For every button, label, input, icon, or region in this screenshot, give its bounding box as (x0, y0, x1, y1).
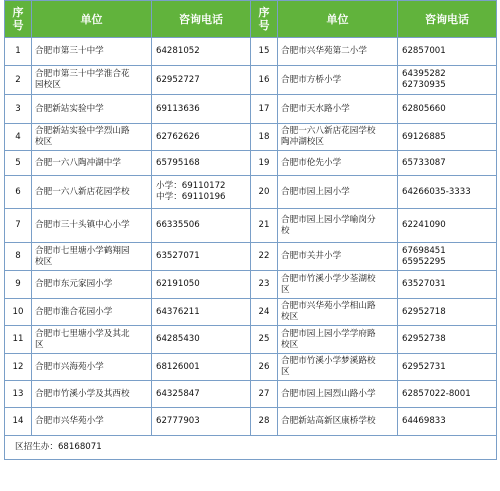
contact-phone-text: 62952718 (402, 306, 446, 317)
school-name-text: 合肥市园上园小学 (281, 186, 350, 197)
school-name (278, 299, 398, 326)
school-name-text: 合肥市淮合花园小学 (35, 306, 113, 317)
school-name (278, 209, 398, 243)
row-number-text: 12 (12, 361, 24, 372)
contact-phone-text: 63527071 (156, 251, 200, 261)
school-name (32, 299, 152, 326)
contact-phone (152, 381, 251, 408)
school-name-text: 合肥市七里塘小学鹤翔园 校区 (35, 245, 130, 267)
table-row (5, 326, 497, 354)
footer-row (5, 436, 497, 460)
school-name (278, 38, 398, 66)
contact-phone (152, 243, 251, 271)
school-name (278, 326, 398, 354)
table-row (5, 176, 497, 209)
row-number (251, 326, 278, 354)
row-number-text: 9 (15, 279, 21, 289)
contact-phone-text: 62762626 (156, 131, 200, 142)
contact-phone-text: 62952727 (156, 74, 200, 85)
row-number (5, 243, 32, 271)
row-number (251, 124, 278, 151)
contact-phone-text: 64325847 (156, 388, 200, 399)
row-number (5, 381, 32, 408)
school-name (278, 271, 398, 299)
school-name (32, 124, 152, 151)
table-row (5, 95, 497, 124)
school-name (278, 66, 398, 95)
contact-phone (398, 66, 497, 95)
school-name (278, 151, 398, 176)
row-number-text: 11 (12, 334, 24, 344)
row-number (251, 354, 278, 381)
row-number-text: 19 (258, 157, 270, 168)
school-name-text: 合肥一六八新店花园学校 陶冲湖校区 (281, 126, 376, 147)
row-number (251, 299, 278, 326)
contact-phone-text: 62952738 (402, 334, 446, 344)
row-number-text: 13 (12, 388, 24, 399)
row-number-text: 22 (258, 251, 270, 261)
row-number (251, 243, 278, 271)
contact-phone-text: 65795168 (156, 157, 200, 168)
contact-phone-text: 64376211 (156, 306, 200, 317)
table-row (5, 38, 497, 66)
contact-phone-text: 62857022-8001 (402, 388, 471, 399)
table-row (5, 151, 497, 176)
school-name-text: 合肥新站实验中学烈山路 校区 (35, 126, 130, 147)
school-name-text: 合肥新站高新区康桥学校 (281, 416, 376, 426)
table-row (5, 66, 497, 95)
row-number (5, 354, 32, 381)
row-number-text: 4 (15, 131, 21, 142)
table-row (5, 354, 497, 381)
header-unit-right: 单位 (278, 1, 398, 38)
row-number (5, 299, 32, 326)
school-name (278, 243, 398, 271)
row-number (5, 271, 32, 299)
contact-phone (398, 381, 497, 408)
school-name (32, 176, 152, 209)
row-number (251, 38, 278, 66)
contact-phone (398, 354, 497, 381)
school-name-text: 合肥市兴华苑第二小学 (281, 46, 367, 56)
contact-phone-text: 66335506 (156, 220, 200, 230)
row-number-text: 16 (258, 74, 270, 85)
row-number (5, 95, 32, 124)
contact-phone (152, 326, 251, 354)
school-name (32, 66, 152, 95)
school-name-text: 合肥一六八新店花园学校 (35, 186, 130, 197)
school-name-text: 合肥市七里塘小学及其北 区 (35, 328, 130, 350)
school-name-text: 合肥市园上园小学喻岗分 校 (281, 214, 376, 236)
contact-phone (398, 326, 497, 354)
row-number-text: 5 (15, 157, 21, 168)
admissions-contact-table-container (4, 0, 496, 460)
row-number-text: 7 (15, 220, 21, 230)
row-number (5, 209, 32, 243)
admissions-office-phone: 区招生办：68168071 (5, 436, 497, 460)
school-name-text: 合肥市天水路小学 (281, 103, 350, 114)
row-number-text: 15 (258, 46, 270, 56)
contact-phone-text: 64281052 (156, 46, 200, 56)
contact-phone-text: 64285430 (156, 334, 200, 344)
school-name-text: 合肥市竹溪小学梦溪路校 区 (281, 356, 376, 377)
school-name-text: 合肥市兴华苑小学 (35, 416, 104, 426)
contact-phone (152, 209, 251, 243)
school-name (32, 243, 152, 271)
row-number-text: 20 (258, 186, 270, 197)
contact-phone-text: 69113636 (156, 103, 200, 114)
contact-phone (398, 151, 497, 176)
school-name (32, 209, 152, 243)
contact-phone-text: 64266035-3333 (402, 186, 471, 197)
row-number (251, 271, 278, 299)
school-name-text: 合肥市园上园小学学府路 校区 (281, 328, 376, 350)
table-row (5, 124, 497, 151)
contact-phone (398, 176, 497, 209)
contact-phone (152, 38, 251, 66)
row-number-text: 24 (258, 306, 270, 317)
row-number-text: 28 (258, 416, 270, 426)
contact-phone (152, 66, 251, 95)
contact-phone (152, 354, 251, 381)
school-name-text: 合肥新站实验中学 (35, 103, 104, 114)
row-number-text: 10 (12, 306, 24, 317)
row-number-text: 14 (12, 416, 24, 426)
school-name (32, 38, 152, 66)
contact-phone (398, 299, 497, 326)
row-number (251, 151, 278, 176)
row-number (5, 38, 32, 66)
contact-phone-text: 68126001 (156, 361, 200, 372)
contact-phone-text: 65733087 (402, 157, 446, 168)
contact-phone (152, 124, 251, 151)
row-number-text: 3 (15, 103, 21, 114)
school-name (278, 354, 398, 381)
contact-phone (152, 299, 251, 326)
school-name (32, 381, 152, 408)
school-name (32, 354, 152, 381)
row-number-text: 23 (258, 279, 270, 289)
contact-phone (398, 124, 497, 151)
header-phone-right: 咨询电话 (398, 1, 497, 38)
contact-phone (398, 271, 497, 299)
school-name (32, 95, 152, 124)
contact-phone-text: 69126885 (402, 131, 446, 142)
school-name-text: 合肥市第三十中学淮合花 园校区 (35, 69, 130, 90)
table-row (5, 381, 497, 408)
contact-phone-text: 62952731 (402, 361, 446, 372)
school-name-text: 合肥市兴华苑小学相山路 校区 (281, 301, 376, 322)
table-body (5, 38, 497, 460)
school-name (278, 381, 398, 408)
contact-phone (152, 151, 251, 176)
row-number (251, 66, 278, 95)
header-row (5, 1, 497, 38)
row-number-text: 2 (15, 74, 21, 85)
school-name-text: 合肥市园上园烈山路小学 (281, 388, 376, 399)
row-number-text: 8 (15, 251, 21, 261)
school-name-text: 合肥市方桥小学 (281, 74, 342, 85)
header-phone-left: 咨询电话 (152, 1, 251, 38)
row-number (251, 209, 278, 243)
table-row (5, 243, 497, 271)
contact-phone (398, 38, 497, 66)
contact-phone-text: 64469833 (402, 416, 446, 426)
row-number (251, 408, 278, 436)
school-name-text: 合肥一六八陶冲湖中学 (35, 157, 121, 168)
contact-phone-text: 63527031 (402, 279, 446, 289)
row-number (251, 381, 278, 408)
table-row (5, 299, 497, 326)
row-number-text: 25 (258, 334, 270, 344)
row-number (251, 176, 278, 209)
school-name-text: 合肥市关井小学 (281, 251, 342, 261)
contact-phone (398, 408, 497, 436)
school-name (278, 124, 398, 151)
contact-phone (152, 271, 251, 299)
contact-phone-text: 62191050 (156, 279, 200, 289)
contact-phone (152, 176, 251, 209)
row-number (5, 124, 32, 151)
school-name (32, 271, 152, 299)
contact-phone (152, 408, 251, 436)
contact-phone-text: 62241090 (402, 220, 446, 230)
table-row (5, 271, 497, 299)
contact-phone (398, 243, 497, 271)
row-number (5, 176, 32, 209)
row-number-text: 21 (258, 220, 270, 230)
school-name (278, 95, 398, 124)
contact-phone (152, 95, 251, 124)
school-name-text: 合肥市伦先小学 (281, 157, 342, 168)
school-name (32, 408, 152, 436)
school-name-text: 合肥市第三十中学 (35, 46, 104, 56)
contact-phone-text: 64395282 62730935 (402, 69, 446, 90)
header-seq-left: 序号 (5, 1, 32, 38)
school-name (32, 151, 152, 176)
table-row (5, 209, 497, 243)
contact-phone (398, 209, 497, 243)
admissions-contact-table (4, 0, 497, 460)
contact-phone-text: 小学：69110172 中学：69110196 (156, 181, 226, 202)
header-unit-left: 单位 (32, 1, 152, 38)
school-name (278, 408, 398, 436)
row-number-text: 18 (258, 131, 270, 142)
header-seq-right: 序号 (251, 1, 278, 38)
contact-phone-text: 62857001 (402, 46, 446, 56)
row-number (251, 95, 278, 124)
school-name-text: 合肥市竹溪小学及其西校 (35, 388, 130, 399)
row-number-text: 1 (15, 46, 21, 56)
contact-phone (398, 95, 497, 124)
row-number (5, 151, 32, 176)
row-number-text: 6 (15, 186, 21, 197)
row-number (5, 66, 32, 95)
row-number-text: 17 (258, 103, 270, 114)
school-name-text: 合肥市三十头镇中心小学 (35, 220, 130, 230)
school-name-text: 合肥市兴海苑小学 (35, 361, 104, 372)
contact-phone-text: 62805660 (402, 103, 446, 114)
school-name (32, 326, 152, 354)
row-number-text: 27 (258, 388, 270, 399)
school-name-text: 合肥市东元家园小学 (35, 279, 113, 289)
school-name (278, 176, 398, 209)
contact-phone-text: 62777903 (156, 416, 200, 426)
row-number-text: 26 (258, 361, 270, 372)
row-number (5, 326, 32, 354)
table-row (5, 408, 497, 436)
school-name-text: 合肥市竹溪小学少荃湖校 区 (281, 273, 376, 295)
row-number (5, 408, 32, 436)
contact-phone-text: 67698451 65952295 (402, 245, 446, 267)
